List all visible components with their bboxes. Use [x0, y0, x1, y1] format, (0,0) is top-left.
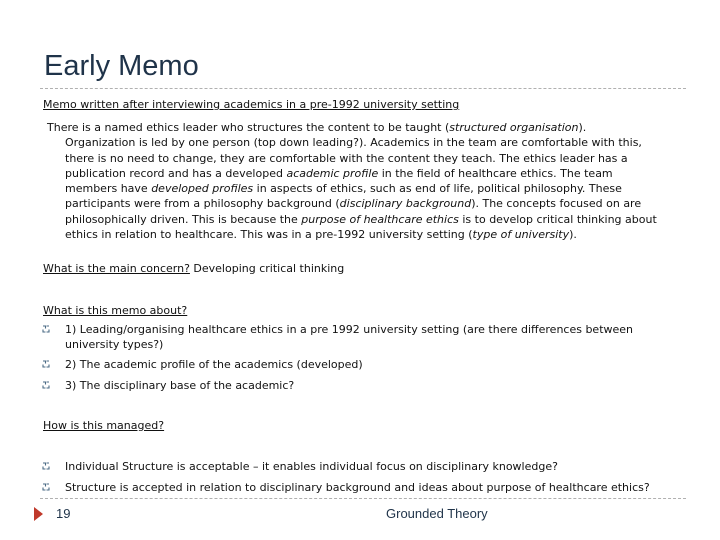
paragraph-line: Organization is led by one person (top down leading?). Academics in the team are comfortable with this, — [65, 136, 642, 150]
list-item-text: university types?) — [65, 338, 164, 351]
slide-number: 19 — [56, 506, 71, 521]
memo-about-label: What is this memo about? — [43, 304, 188, 317]
paragraph-line: philosophically driven. This is because the purpose of healthcare ethics is to develop critical thinking about — [65, 212, 657, 226]
bullet-icon — [42, 360, 50, 368]
list-item-text: 1) Leading/organising healthcare ethics in a pre 1992 university setting (are there differences between — [65, 323, 634, 336]
main-concern-answer: Developing critical thinking — [189, 262, 345, 275]
paragraph-line: There is a named ethics leader who structures the content to be taught (structured organisation). — [47, 121, 587, 134]
paragraph-line: publication record and has a developed academic profile in the field of healthcare ethics. The team — [65, 166, 613, 180]
main-concern — [43, 262, 344, 275]
list-item-text: Structure is accepted in relation to disciplinary background and ideas about purpose of healthcare ethics? — [65, 481, 650, 494]
list-item-text: 2) The academic profile of the academics (developed) — [65, 358, 363, 371]
how-managed-label: How is this managed? — [43, 419, 165, 432]
memo-paragraph — [47, 120, 687, 242]
footer-divider — [40, 498, 686, 499]
memo-subtitle: Memo written after interviewing academics in a pre-1992 university setting — [43, 98, 460, 111]
paragraph-line: there is no need to change, they are comfortable with the content they teach. The ethics leader has a — [65, 151, 628, 165]
footer-label: Grounded Theory — [386, 506, 488, 521]
bullet-icon — [42, 483, 50, 491]
list-item-text: Individual Structure is acceptable – it enables individual focus on disciplinary knowledge? — [65, 460, 558, 473]
slide-title: Early Memo — [44, 50, 199, 82]
title-divider — [40, 88, 686, 89]
paragraph-line: members have developed profiles in aspects of ethics, such as end of life, political philosophy. These — [65, 182, 622, 196]
bullet-icon — [42, 462, 50, 470]
bullet-icon — [42, 381, 50, 389]
paragraph-line: participants were from a philosophy background (disciplinary background). The concepts focused on are — [65, 197, 642, 211]
main-concern-label: What is the main concern? — [43, 262, 190, 275]
list-item-text: 3) The disciplinary base of the academic? — [65, 379, 295, 392]
play-arrow-icon — [34, 507, 43, 521]
paragraph-line: ethics in relation to healthcare. This was in a pre-1992 university setting (type of university). — [65, 228, 577, 242]
bullet-icon — [42, 325, 50, 333]
